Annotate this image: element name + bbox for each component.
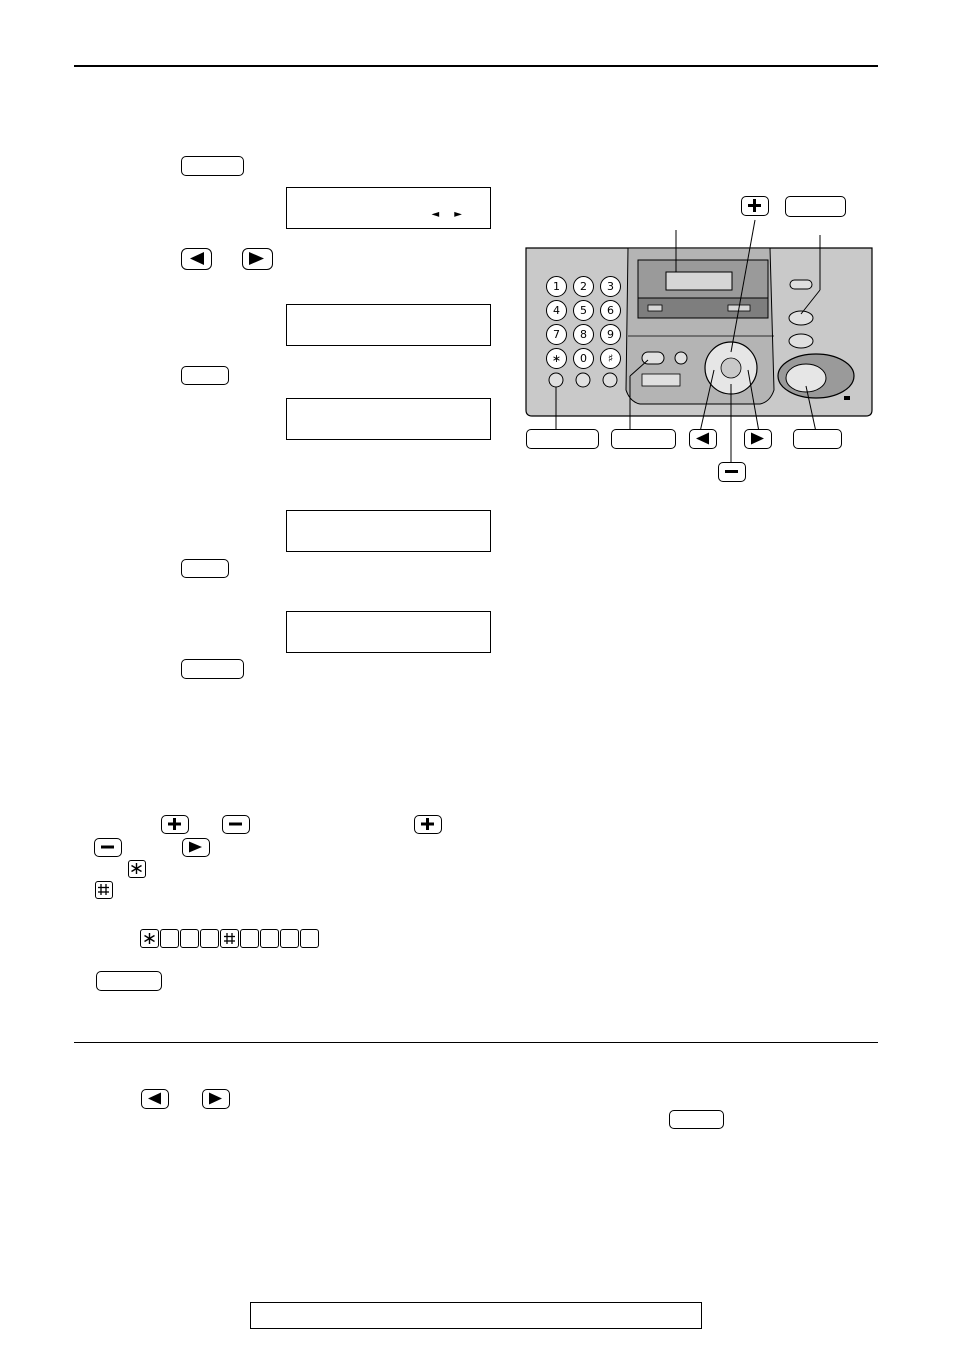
menu-key-step1[interactable]	[181, 156, 244, 176]
left-arrow-key-lower[interactable]	[141, 1089, 169, 1109]
lcd-display-4	[286, 510, 491, 552]
dial-key-7[interactable]: 7	[546, 324, 567, 345]
star-key-note[interactable]	[128, 860, 146, 878]
hash-key-note[interactable]	[95, 881, 113, 899]
seq-blank-6	[280, 929, 299, 948]
hash-key-icon	[222, 931, 237, 946]
dial-key-star[interactable]: ∗	[546, 348, 567, 369]
minus-icon	[95, 839, 120, 855]
seq-blank-2	[180, 929, 199, 948]
minus-key-note-2[interactable]	[94, 838, 122, 857]
dial-key-hash[interactable]: ♯	[600, 348, 621, 369]
star-key-icon	[142, 931, 157, 946]
dial-key-6[interactable]: 6	[600, 300, 621, 321]
seq-blank-1	[160, 929, 179, 948]
seq-hash	[220, 929, 239, 948]
menu-key-callout[interactable]	[785, 196, 846, 217]
lcd-display-1	[286, 187, 491, 229]
plus-icon	[162, 816, 187, 832]
dial-key-2[interactable]: 2	[573, 276, 594, 297]
triangle-right-icon	[745, 430, 770, 447]
footer-box	[250, 1302, 702, 1329]
right-arrow-key-callout[interactable]	[744, 429, 772, 449]
plus-key-callout[interactable]	[741, 196, 769, 216]
seq-blank-5	[260, 929, 279, 948]
top-rule	[74, 65, 878, 67]
menu-key-note[interactable]	[96, 971, 162, 991]
triangle-right-icon	[203, 1090, 228, 1107]
dial-key-8[interactable]: 8	[573, 324, 594, 345]
lcd-display-3	[286, 398, 491, 440]
hash-key-icon	[96, 882, 111, 897]
lcd-display-2	[286, 304, 491, 346]
left-arrow-key-callout[interactable]	[689, 429, 717, 449]
right-arrow-key-lower[interactable]	[202, 1089, 230, 1109]
dial-key-9[interactable]: 9	[600, 324, 621, 345]
plus-icon	[415, 816, 440, 832]
plus-key-note-1[interactable]	[161, 815, 189, 834]
lcd-arrows: ◄ ►	[431, 209, 468, 220]
minus-key-note-1[interactable]	[222, 815, 250, 834]
dial-key-5[interactable]: 5	[573, 300, 594, 321]
lcd-display-5	[286, 611, 491, 653]
seq-blank-4	[240, 929, 259, 948]
triangle-left-icon	[142, 1090, 167, 1107]
callout-key-2[interactable]	[611, 429, 676, 449]
section-rule	[74, 1042, 878, 1043]
triangle-left-icon	[690, 430, 715, 447]
plus-key-note-2[interactable]	[414, 815, 442, 834]
set-key-step5[interactable]	[181, 559, 229, 578]
dial-key-3[interactable]: 3	[600, 276, 621, 297]
seq-blank-3	[200, 929, 219, 948]
callout-key-1[interactable]	[526, 429, 599, 449]
minus-icon	[719, 463, 744, 480]
left-arrow-key-step2[interactable]	[181, 248, 212, 270]
right-arrow-key-note[interactable]	[182, 838, 210, 857]
triangle-left-icon	[182, 249, 210, 268]
dial-key-0[interactable]: 0	[573, 348, 594, 369]
dial-key-1[interactable]: 1	[546, 276, 567, 297]
minus-icon	[223, 816, 248, 832]
menu-key-step6[interactable]	[181, 659, 244, 679]
start-key-callout[interactable]	[793, 429, 842, 449]
seq-blank-7	[300, 929, 319, 948]
dial-key-4[interactable]: 4	[546, 300, 567, 321]
set-key-lower[interactable]	[669, 1110, 724, 1129]
minus-key-callout[interactable]	[718, 462, 746, 482]
seq-star	[140, 929, 159, 948]
triangle-right-icon	[183, 839, 208, 855]
dial-pad	[546, 276, 626, 366]
plus-icon	[742, 197, 767, 214]
set-key-step3[interactable]	[181, 366, 229, 385]
star-key-icon	[129, 861, 144, 876]
right-arrow-key-step2[interactable]	[242, 248, 273, 270]
triangle-right-icon	[243, 249, 271, 268]
